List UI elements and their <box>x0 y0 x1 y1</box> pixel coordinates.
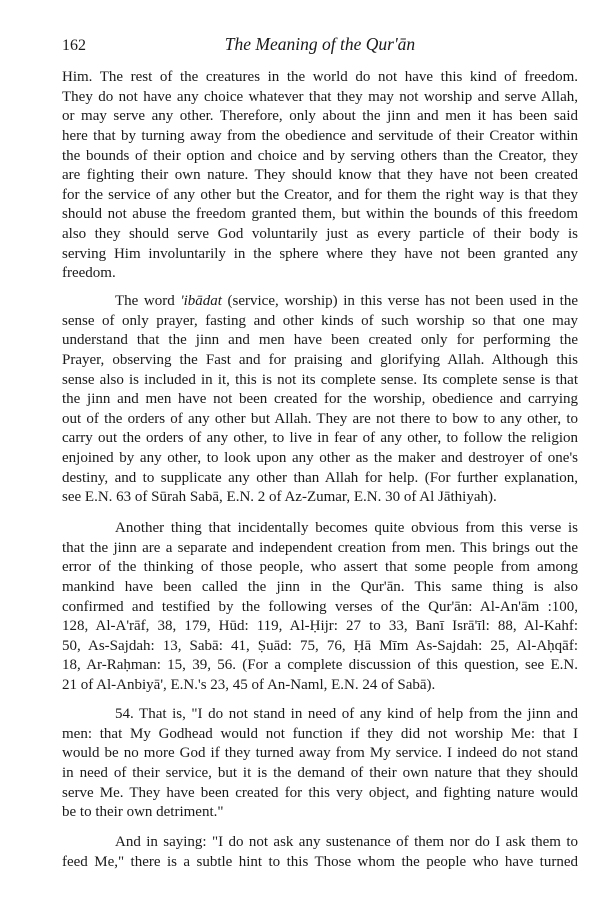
paragraph-line: the bounds of their option and choice and by serving others than the Creator, they <box>62 147 578 164</box>
italic-term: 'ibādat <box>180 293 222 309</box>
paragraph-line: would be no more God if they turned away from My service. I indeed do not stand <box>62 745 578 762</box>
paragraph-line: Another thing that incidentally becomes quite obvious from this verse is <box>115 520 578 536</box>
paragraph-line: men: that My Godhead would not function if they did not worship Me: that I <box>62 725 578 742</box>
running-title: The Meaning of the Qur'ān <box>224 34 416 54</box>
text: The word <box>115 293 181 309</box>
paragraph-line: 54. That is, "I do not stand in need of any kind of help from the jinn and <box>115 706 578 722</box>
paragraph-line: feed Me," there is a subtle hint to this Those whom the people who have turned <box>62 853 578 870</box>
paragraph-line: be to their own detriment." <box>62 804 224 821</box>
page-number: 162 <box>62 37 86 54</box>
paragraph-line: that the jinn are a separate and independent creation from men. This brings out the <box>62 539 578 556</box>
paragraph-line: sense of only prayer, fasting and other kinds of such worship so that one may <box>62 312 578 329</box>
paragraph-line: serving Him involuntarily in the sphere where they have not been granted any <box>62 245 578 262</box>
paragraph-line: see E.N. 63 of Sūrah Sabā, E.N. 2 of Az-Zumar, E.N. 30 of Al Jāthiyah). <box>62 489 497 506</box>
paragraph-line: sense also is included in it, this is not its complete sense. Its complete sense is that <box>62 371 578 388</box>
paragraph-jinn-creation <box>62 519 578 696</box>
paragraph-line: 128, Al-A'rāf, 38, 179, Hūd: 119, Al-Ḥijr: 27 to 33, Banī Isrā'īl: 88, Al-Kahf: <box>62 618 578 635</box>
paragraph-ibadat <box>62 292 578 508</box>
paragraph-line: error of the thinking of those people, who assert that some people from among <box>62 559 578 576</box>
paragraph-line: should not abuse the freedom granted them, but within the bounds of this freedom <box>62 206 578 223</box>
paragraph-line: freedom. <box>62 265 116 282</box>
paragraph-note-54 <box>62 705 578 823</box>
paragraph-line: carry out the orders of any other, to live in fear of any other, to follow the religion <box>62 430 578 447</box>
text: (service, worship) in this verse has not been used in the <box>221 293 579 309</box>
paragraph-line: are fighting their own nature. They should know that they have not been created <box>62 167 578 184</box>
paragraph-line: understand that the jinn and men have been created only for performing the <box>62 332 578 349</box>
paragraph-line: also they should serve God voluntarily just as every particle of their body is <box>62 226 578 243</box>
paragraph-sustenance <box>62 833 578 872</box>
paragraph-line: out of the orders of any other but Allah. They are not there to bow to any other, to <box>62 410 578 427</box>
paragraph-line: 50, As-Sajdah: 13, Sabā: 41, Ṣuād: 75, 76, Ḥā Mīm As-Sajdah: 25, Al-Aḥqāf: <box>62 637 578 654</box>
paragraph-line: for the service of any other but the Creator, and for them the right way is that they <box>62 186 578 203</box>
paragraph-line: destiny, and to supplicate any other than Allah for help. (For further explanation, <box>62 469 578 486</box>
paragraph-line: Prayer, observing the Fast and for praising and glorifying Allah. Although this <box>62 351 578 368</box>
paragraph-line: 21 of Al-Anbiyā', E.N.'s 23, 45 of An-Naml, E.N. 24 of Sabā). <box>62 677 436 694</box>
paragraph-line: the jinn and men have not been created for the worship, obedience and carrying <box>62 391 578 408</box>
paragraph-line: They do not have any choice whatever that they may not worship and serve Allah, <box>62 88 578 105</box>
paragraph-line <box>62 292 578 312</box>
paragraph-line: mankind have been called the jinn in the Qur'ān. This same thing is also <box>62 578 578 595</box>
paragraph-line: And in saying: "I do not ask any sustenance of them nor do I ask them to <box>115 834 578 850</box>
paragraph-line: in need of their service, but it is the demand of their own nature that they should <box>62 764 578 781</box>
paragraph-line: 18, Ar-Raḥman: 15, 39, 56. (For a complete discussion of this question, see E.N. <box>62 657 578 674</box>
paragraph-line: here that by turning away from the obedience and servitude of their Creator within <box>62 127 578 144</box>
paragraph-freedom <box>62 68 578 284</box>
paragraph-line: serve Me. They have been created for this very object, and fighting nature would <box>62 784 578 801</box>
paragraph-line: or may serve any other. Therefore, only about the jinn and men it has been said <box>62 108 578 125</box>
paragraph-line: enjoined by any other, to look upon any other as the maker and destroyer of one's <box>62 450 578 467</box>
paragraph-line: Him. The rest of the creatures in the world do not have this kind of freedom. <box>62 69 578 85</box>
paragraph-line: confirmed and testified by the following verses of the Qur'ān: Al-An'ām :100, <box>62 598 578 615</box>
